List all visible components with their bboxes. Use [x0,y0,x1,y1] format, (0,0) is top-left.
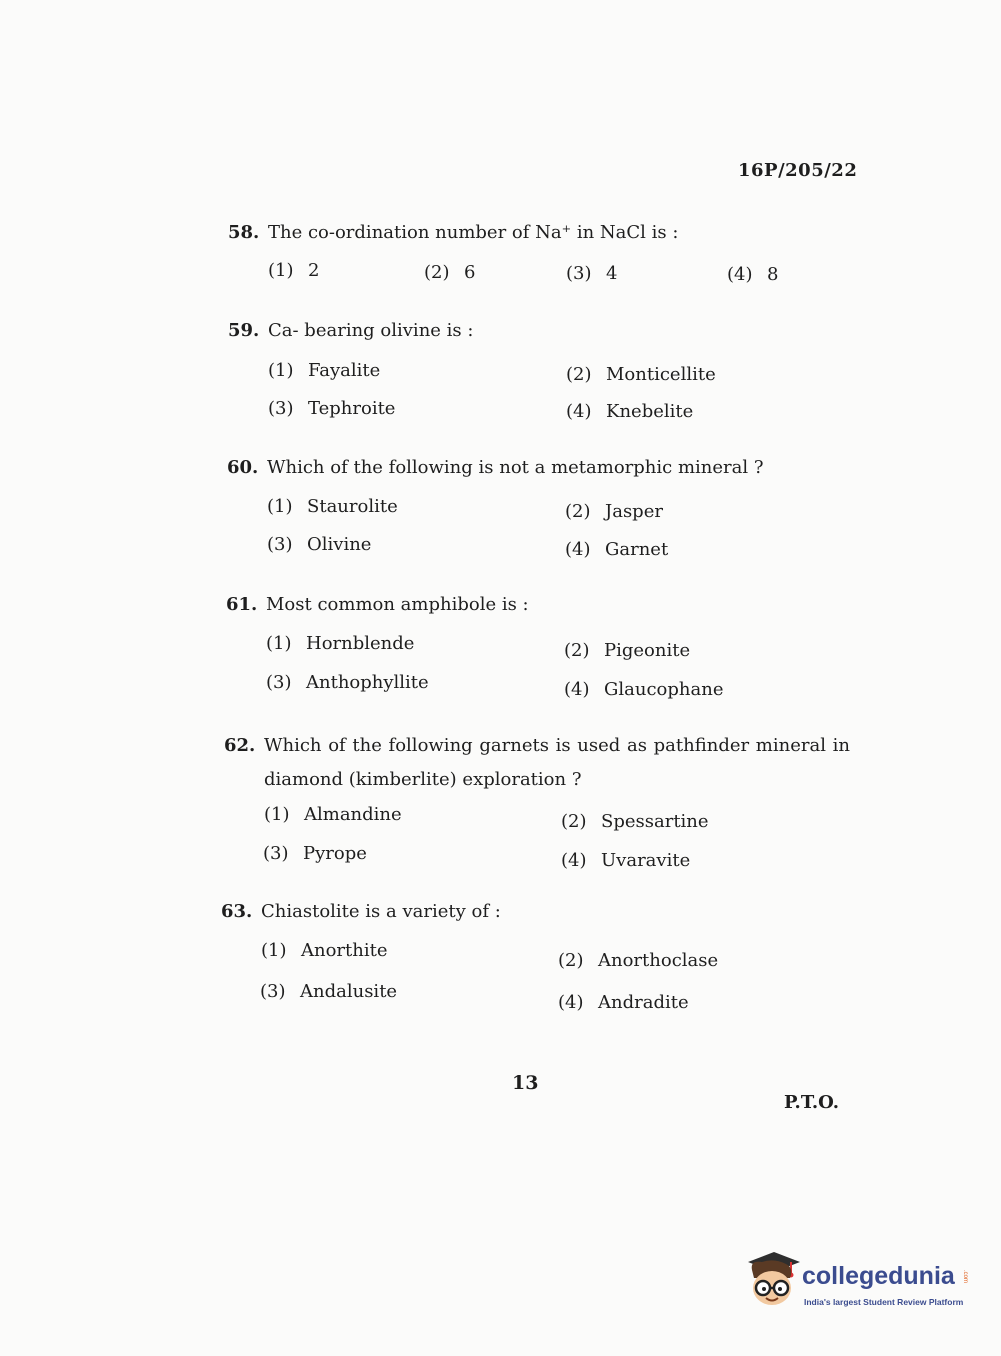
option-59-3 [268,398,395,419]
option-59-2 [566,364,716,385]
option-62-3 [263,843,367,864]
option-63-1 [261,940,388,961]
option-text: Pigeonite [604,640,691,661]
question-number: 58. [228,222,260,243]
option-text: 6 [464,262,476,283]
option-61-1 [266,633,414,654]
option-text: Anorthoclase [598,950,719,971]
option-60-4 [565,539,668,560]
option-59-1 [268,360,380,381]
option-text: 4 [606,263,618,284]
question-number: 59. [228,320,260,341]
brand-tagline: India's largest Student Review Platform [804,1297,964,1307]
question-number: 61. [226,594,258,615]
option-number: (2) [566,364,592,385]
option-58-4 [727,264,778,285]
option-number: (3) [260,981,286,1002]
question-60 [227,457,867,478]
option-text: Staurolite [307,496,398,517]
option-text: Pyrope [303,843,367,864]
option-58-2 [424,262,475,283]
option-number: (1) [261,940,287,961]
question-63 [221,901,861,922]
option-61-4 [564,679,723,700]
option-text: Anthophyllite [306,672,429,693]
option-number: (2) [565,501,591,522]
option-61-3 [266,672,429,693]
option-text: Olivine [307,534,372,555]
option-60-1 [267,496,398,517]
question-number: 60. [227,457,259,478]
option-text: Monticellite [606,364,716,385]
option-text: Andalusite [300,981,398,1002]
option-text: Almandine [304,804,402,825]
page-number: 13 [512,1072,539,1094]
option-text: Andradite [598,992,689,1013]
question-text: Which of the following is not a metamorphic mineral ? [267,457,764,478]
option-number: (1) [268,360,294,381]
option-text: Knebelite [606,401,694,422]
brand-com: .com [962,1270,968,1284]
option-text: 8 [767,264,779,285]
collegedunia-logo [744,1250,969,1320]
option-number: (1) [267,496,293,517]
question-61 [226,594,866,615]
option-text: Jasper [605,501,663,522]
option-text: Uvaravite [601,850,691,871]
option-number: (4) [558,992,584,1013]
question-62 [224,729,850,797]
option-number: (3) [263,843,289,864]
option-number: (1) [264,804,290,825]
option-62-4 [561,850,690,871]
option-62-2 [561,811,709,832]
option-number: (4) [561,850,587,871]
option-number: (4) [727,264,753,285]
question-number: 63. [221,901,253,922]
option-number: (3) [566,263,592,284]
option-number: (2) [558,950,584,971]
brand-name: collegedunia [802,1262,955,1290]
question-text: Which of the following garnets is used as pathfinder mineral in diamond (kimberlite) exploration ? [264,735,850,790]
option-number: (3) [268,398,294,419]
question-text: The co-ordination number of Na⁺ in NaCl is : [268,222,679,243]
option-text: Spessartine [601,811,709,832]
option-61-2 [564,640,690,661]
option-text: Hornblende [306,633,415,654]
option-number: (4) [565,539,591,560]
question-59 [228,320,868,341]
option-text: 2 [308,260,320,281]
option-58-3 [566,263,617,284]
option-number: (1) [268,260,294,281]
option-text: Tephroite [308,398,396,419]
option-62-1 [264,804,402,825]
option-59-4 [566,401,693,422]
option-number: (3) [266,672,292,693]
question-text: Ca- bearing olivine is : [268,320,474,341]
question-text: Most common amphibole is : [266,594,529,615]
option-text: Garnet [605,539,669,560]
option-number: (3) [267,534,293,555]
paper-code: 16P/205/22 [738,160,858,181]
option-60-2 [565,501,663,522]
option-text: Glaucophane [604,679,724,700]
option-number: (4) [564,679,590,700]
option-text: Fayalite [308,360,381,381]
question-58 [228,222,868,243]
option-63-2 [558,950,718,971]
question-number: 62. [224,735,256,756]
option-number: (2) [561,811,587,832]
option-63-3 [260,981,397,1002]
option-number: (2) [424,262,450,283]
option-text: Anorthite [301,940,388,961]
option-60-3 [267,534,371,555]
mascot-icon [744,1250,802,1320]
question-text: Chiastolite is a variety of : [261,901,501,922]
option-number: (1) [266,633,292,654]
option-58-1 [268,260,319,281]
option-number: (2) [564,640,590,661]
pto-label: P.T.O. [784,1092,840,1113]
option-63-4 [558,992,689,1013]
option-number: (4) [566,401,592,422]
